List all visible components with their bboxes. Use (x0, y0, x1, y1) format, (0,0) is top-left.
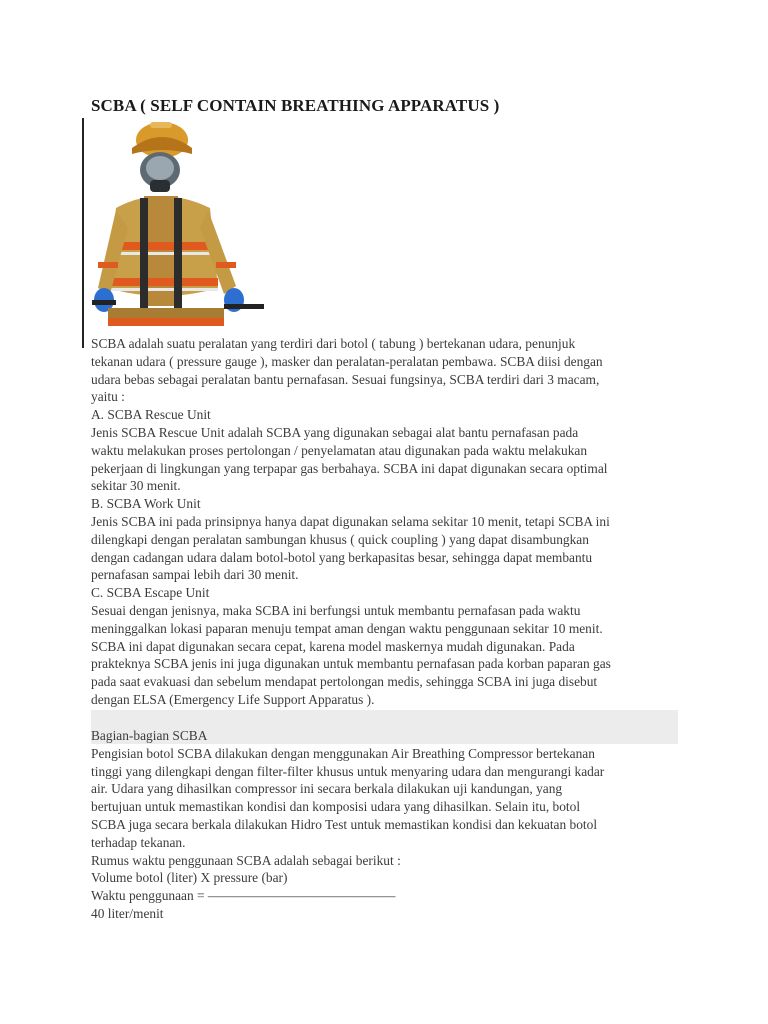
text-line: tekanan udara ( pressure gauge ), masker dan peralatan-peralatan pembawa. SCBA diisi dengan (91, 353, 603, 369)
text-line: A. SCBA Rescue Unit (91, 407, 211, 423)
firefighter-scba-photo (88, 118, 268, 334)
text-line: Waktu penggunaan = —————————————— (91, 888, 396, 904)
text-line: Rumus waktu penggunaan SCBA adalah sebagai berikut : (91, 852, 401, 868)
text-line: udara bebas sebagai peralatan bantu pernafasan. Sesuai fungsinya, SCBA terdiri dari 3 macam, (91, 371, 600, 387)
text-line: dengan cadangan udara dalam botol-botol yang berkapasitas besar, sehingga dapat membantu (91, 549, 593, 565)
text-line: B. SCBA Work Unit (91, 496, 201, 512)
text-line: pekerjaan di lingkungan yang terpapar gas berbahaya. SCBA ini dapat digunakan secara optimal (91, 460, 608, 476)
text-line: SCBA ini dapat digunakan secara cepat, karena model maskernya mudah digunakan. Pada (91, 638, 575, 654)
text-line: terhadap tekanan. (91, 834, 186, 850)
text-line: pernafasan sampai lebih dari 30 menit. (91, 567, 299, 583)
text-line: yaitu : (91, 389, 125, 405)
text-line: dilengkapi dengan peralatan sambungan khusus ( quick coupling ) yang dapat disambungkan (91, 531, 589, 547)
text-line: C. SCBA Escape Unit (91, 585, 210, 601)
text-line: pada saat evakuasi dan sebelum mendapat pertolongan medis, sehingga SCBA ini juga disebut (91, 674, 598, 690)
text-line: air. Udara yang dihasilkan compressor ini secara berkala dilakukan uji kandungan, yang (91, 781, 563, 797)
text-line: Pengisian botol SCBA dilakukan dengan menggunakan Air Breathing Compressor bertekanan (91, 745, 595, 761)
text-line: meninggalkan lokasi paparan menuju tempat aman dengan waktu penggunaan sekitar 10 menit. (91, 620, 603, 636)
body-text-part-a (91, 335, 691, 709)
text-line: Bagian-bagian SCBA (91, 728, 208, 743)
vertical-rule (82, 118, 84, 348)
page-title: SCBA ( SELF CONTAIN BREATHING APPARATUS ) (91, 96, 500, 115)
text-line: Volume botol (liter) X pressure (bar) (91, 870, 288, 886)
text-line: prakteknya SCBA jenis ini juga digunakan untuk membantu pernafasan pada korban paparan gas (91, 656, 611, 672)
text-line: bertujuan untuk memastikan kondisi dan komposisi udara yang dihasilkan. Selain itu, botol (91, 799, 581, 815)
text-line: dengan ELSA (Emergency Life Support Apparatus ). (91, 691, 375, 707)
text-line: SCBA juga secara berkala dilakukan Hidro Test untuk memastikan kondisi dan kekuatan botol (91, 816, 598, 832)
text-line: tinggi yang dilengkapi dengan filter-filter khusus untuk menyaring udara dan mengurangi kadar (91, 763, 605, 779)
text-line: Jenis SCBA ini pada prinsipnya hanya dapat digunakan selama sekitar 10 menit, tetapi SCBA ini (91, 513, 610, 529)
text-line: Jenis SCBA Rescue Unit adalah SCBA yang digunakan sebagai alat bantu pernafasan pada (91, 424, 579, 440)
text-line: Sesuai dengan jenisnya, maka SCBA ini berfungsi untuk membantu pernafasan pada waktu (91, 602, 581, 618)
text-line: waktu melakukan proses pertolongan / penyelamatan atau digunakan pada waktu melakukan (91, 442, 588, 458)
body-text-part-b (91, 727, 691, 923)
text-line: 40 liter/menit (91, 905, 164, 921)
text-line: sekitar 30 menit. (91, 478, 181, 494)
text-line: SCBA adalah suatu peralatan yang terdiri dari botol ( tabung ) bertekanan udara, penunjuk (91, 336, 576, 351)
